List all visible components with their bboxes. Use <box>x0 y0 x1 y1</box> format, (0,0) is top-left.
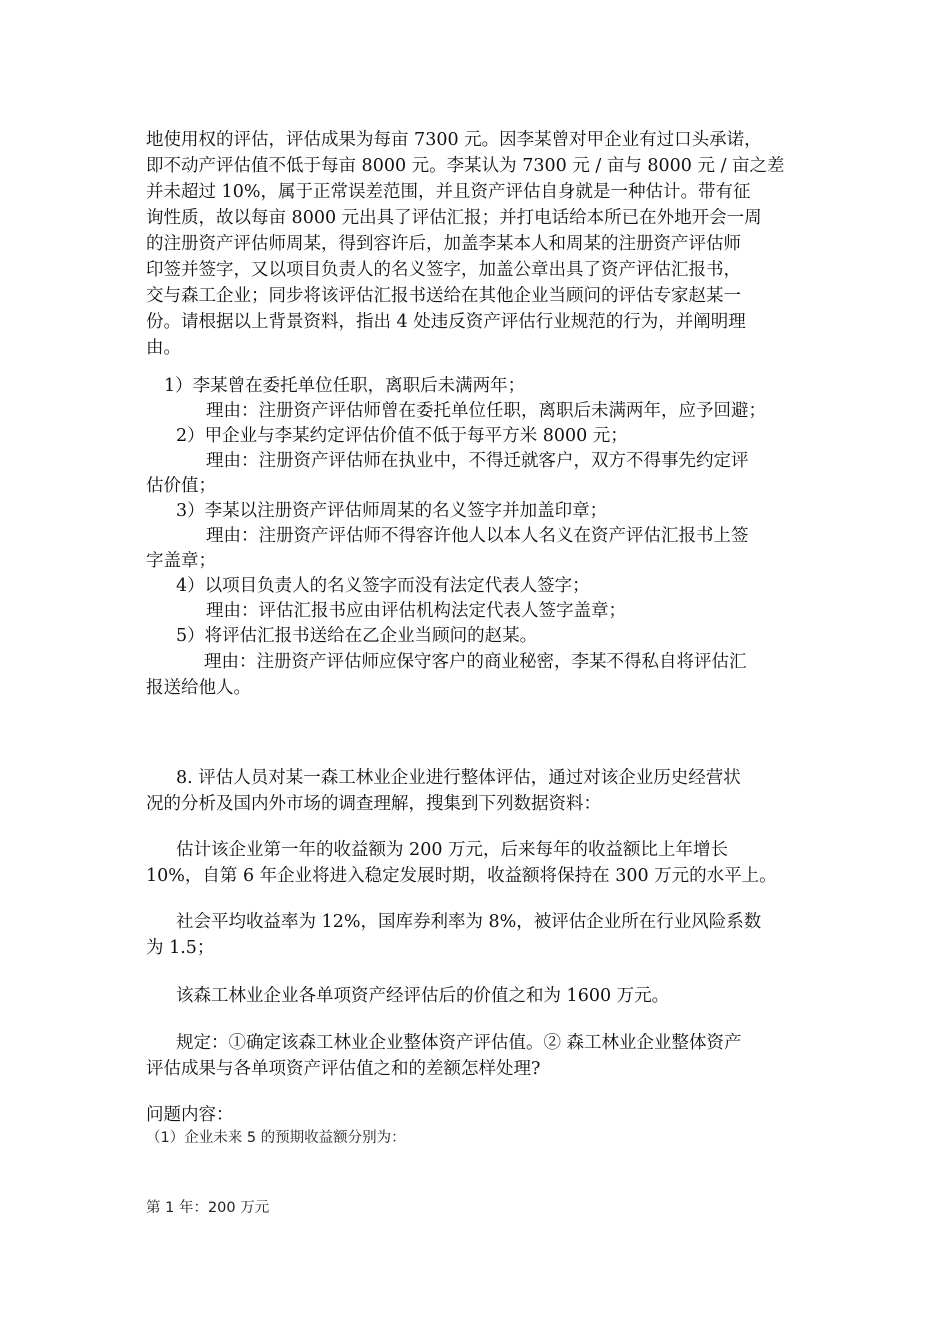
requirement-paragraph: 规定：①确定该森工林业企业整体资产评估值。② 森工林业企业整体资产 <box>176 1033 742 1053</box>
year-1-income: 第 1 年：200 万元 <box>146 1200 270 1216</box>
intro-line: 份。请根据以上背景资料，指出 4 处违反资产评估行业规范的行为，并阐明理 <box>146 312 746 332</box>
answer-item-5: 5）将评估汇报书送给在乙企业当顾问的赵某。 <box>176 626 538 646</box>
answer-item-3: 3）李某以注册资产评估师周某的名义签字并加盖印章； <box>176 501 608 521</box>
intro-line: 由。 <box>146 338 181 358</box>
question-8-stem: 8. 评估人员对某一森工林业企业进行整体评估，通过对该企业历史经营状 <box>176 768 741 788</box>
expected-income-heading: （1）企业未来 5 的预期收益额分别为： <box>146 1130 406 1146</box>
intro-line: 交与森工企业；同步将该评估汇报书送给在其他企业当顾问的评估专家赵某一 <box>146 286 741 306</box>
answer-reason-3-cont: 字盖章； <box>146 551 216 571</box>
intro-line: 地使用权的评估，评估成果为每亩 7300 元。因李某曾对甲企业有过口头承诺， <box>146 130 762 150</box>
question-8-stem-cont: 况的分析及国内外市场的调查理解，搜集到下列数据资料： <box>146 794 601 814</box>
income-paragraph-cont: 10%，自第 6 年企业将进入稳定发展时期，收益额将保持在 300 万元的水平上。 <box>146 866 777 886</box>
intro-line: 即不动产评估值不低于每亩 8000 元。李某认为 7300 元 / 亩与 8000 元 / 亩之差 <box>146 156 785 176</box>
intro-line: 的注册资产评估师周某，得到容许后，加盖李某本人和周某的注册资产评估师 <box>146 234 741 254</box>
answer-reason-1: 理由：注册资产评估师曾在委托单位任职，离职后未满两年，应予回避； <box>206 401 766 421</box>
rate-paragraph-cont: 为 1.5； <box>146 938 215 958</box>
intro-line: 询性质，故以每亩 8000 元出具了评估汇报；并打电话给本所已在外地开会一周 <box>146 208 762 228</box>
intro-line: 印签并签字，又以项目负责人的名义签字，加盖公章出具了资产评估汇报书， <box>146 260 741 280</box>
answer-item-4: 4）以项目负责人的名义签字而没有法定代表人签字； <box>176 576 590 596</box>
answer-item-1: 1）李某曾在委托单位任职，离职后未满两年； <box>164 376 526 396</box>
income-paragraph: 估计该企业第一年的收益额为 200 万元，后来每年的收益额比上年增长 <box>176 840 729 860</box>
answer-reason-2: 理由：注册资产评估师在执业中，不得迁就客户，双方不得事先约定评 <box>206 451 749 471</box>
intro-line: 并未超过 10%，属于正常误差范围，并且资产评估自身就是一种估计。带有征 <box>146 182 751 202</box>
answer-reason-2-cont: 估价值； <box>146 476 216 496</box>
answer-reason-5-cont: 报送给他人。 <box>146 678 251 698</box>
requirement-paragraph-cont: 评估成果与各单项资产评估值之和的差额怎样处理? <box>146 1059 541 1079</box>
answer-reason-3: 理由：注册资产评估师不得容许他人以本人名义在资产评估汇报书上签 <box>206 526 749 546</box>
assets-paragraph: 该森工林业企业各单项资产经评估后的价值之和为 1600 万元。 <box>176 986 670 1006</box>
rate-paragraph: 社会平均收益率为 12%，国库券利率为 8%，被评估企业所在行业风险系数 <box>176 912 762 932</box>
answer-reason-4: 理由：评估汇报书应由评估机构法定代表人签字盖章； <box>206 601 626 621</box>
answer-item-2: 2）甲企业与李某约定评估价值不低于每平方米 8000 元； <box>176 426 628 446</box>
question-content-label: 问题内容： <box>146 1105 234 1125</box>
answer-reason-5: 理由：注册资产评估师应保守客户的商业秘密，李某不得私自将评估汇 <box>204 652 747 672</box>
